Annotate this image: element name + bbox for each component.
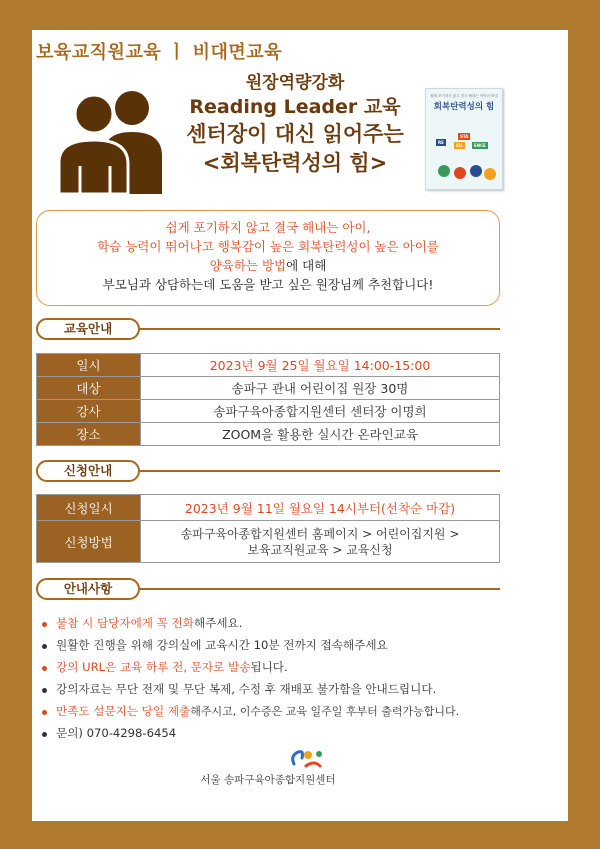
note-text: 됩니다. bbox=[250, 660, 288, 674]
table-row bbox=[37, 377, 500, 400]
row-value: ZOOM을 활용한 실시간 온라인교육 bbox=[141, 423, 500, 446]
note-text: 원활한 진행을 위해 강의실에 교육시간 10분 전까지 접속해주세요 bbox=[56, 638, 388, 652]
row-value bbox=[141, 521, 500, 563]
row-value: 2023년 9월 11일 월요일 14시부터(선착순 마감) bbox=[141, 495, 500, 521]
book-cover-image bbox=[425, 88, 503, 190]
intro-line-1: 쉽게 포기하지 않고 결국 해내는 아이, bbox=[165, 220, 371, 235]
title-line-1: 원장역량강화 bbox=[245, 73, 345, 93]
row-label: 신청방법 bbox=[37, 521, 141, 563]
table-row bbox=[37, 354, 500, 377]
row-label: 일시 bbox=[37, 354, 141, 377]
section-edu-title: 교육안내 bbox=[36, 318, 140, 340]
intro-line-3-highlight: 양육하는 방법 bbox=[209, 258, 287, 273]
intro-line-2: 학습 능력이 뛰어나고 행복감이 높은 회복탄력성이 높은 아이를 bbox=[97, 239, 439, 254]
row-label: 신청일시 bbox=[37, 495, 141, 521]
row-label: 강사 bbox=[37, 400, 141, 423]
list-item bbox=[40, 636, 520, 658]
table-row bbox=[37, 400, 500, 423]
people-icon bbox=[54, 84, 174, 194]
title-line-3: 센터장이 대신 읽어주는 bbox=[186, 122, 404, 146]
row-label: 장소 bbox=[37, 423, 141, 446]
book-tile: STA bbox=[460, 134, 469, 139]
method-line-1: 송파구육아종합지원센터 홈페이지 > 어린이집지원 > bbox=[180, 526, 460, 541]
method-line-2: 보육교직원교육 > 교육신청 bbox=[247, 542, 393, 557]
note-text: 해주세요. bbox=[193, 616, 243, 630]
intro-line-4: 부모님과 상담하는데 도움을 받고 싶은 원장님께 추천합니다! bbox=[102, 277, 434, 292]
row-value: 송파구육아종합지원센터 센터장 이명희 bbox=[141, 400, 500, 423]
note-text: 강의자료는 무단 전재 및 무단 복제, 수정 후 재배포 불가함을 안내드립니다. bbox=[56, 682, 437, 696]
list-item bbox=[40, 658, 520, 680]
intro-box bbox=[36, 210, 500, 306]
book-tile: SIL bbox=[456, 143, 463, 148]
note-highlight: 불참 시 담당자에게 꼭 전화 bbox=[56, 616, 194, 630]
title-block bbox=[160, 72, 430, 178]
book-title: 회복탄력성의 힘 bbox=[433, 102, 495, 112]
notice-list bbox=[40, 614, 520, 746]
table-row bbox=[37, 495, 500, 521]
apply-info-table bbox=[36, 494, 500, 563]
book-subtitle: 쉽게 포기하지 않고 결국 해내는 아이의 비밀 bbox=[430, 94, 498, 98]
list-item bbox=[40, 680, 520, 702]
row-label: 대상 bbox=[37, 377, 141, 400]
book-tile: RE bbox=[438, 140, 444, 145]
contact-text: 문의) 070-4298-6454 bbox=[56, 726, 177, 740]
intro-line-3-rest: 에 대해 bbox=[286, 258, 327, 273]
table-row bbox=[37, 423, 500, 446]
book-tiles bbox=[436, 133, 494, 151]
list-item bbox=[40, 702, 520, 724]
list-item bbox=[40, 614, 520, 636]
footer-org-name: 서울 송파구육아종합지원센터 bbox=[200, 774, 336, 786]
note-text: 해주시고, 이수증은 교육 일주일 후부터 출력가능합니다. bbox=[190, 705, 460, 718]
book-tile: ENCE bbox=[474, 143, 486, 148]
edu-info-table bbox=[36, 353, 500, 446]
note-highlight: 만족도 설문지는 당일 제출 bbox=[56, 704, 191, 718]
section-notice-title: 안내사항 bbox=[36, 578, 140, 600]
note-highlight: 강의 URL은 교육 하루 전, 문자로 발송 bbox=[56, 660, 251, 674]
list-item bbox=[40, 724, 520, 746]
category-header: 보육교직원교육 ㅣ 비대면교육 bbox=[36, 42, 283, 63]
title-line-2: Reading Leader 교육 bbox=[189, 96, 401, 118]
table-row bbox=[37, 521, 500, 563]
row-value: 송파구 관내 어린이집 원장 30명 bbox=[141, 377, 500, 400]
section-apply-title: 신청안내 bbox=[36, 460, 140, 482]
center-logo-icon bbox=[286, 746, 326, 772]
title-line-4: <회복탄력성의 힘> bbox=[202, 151, 388, 175]
row-value: 2023년 9월 25일 월요일 14:00-15:00 bbox=[141, 354, 500, 377]
